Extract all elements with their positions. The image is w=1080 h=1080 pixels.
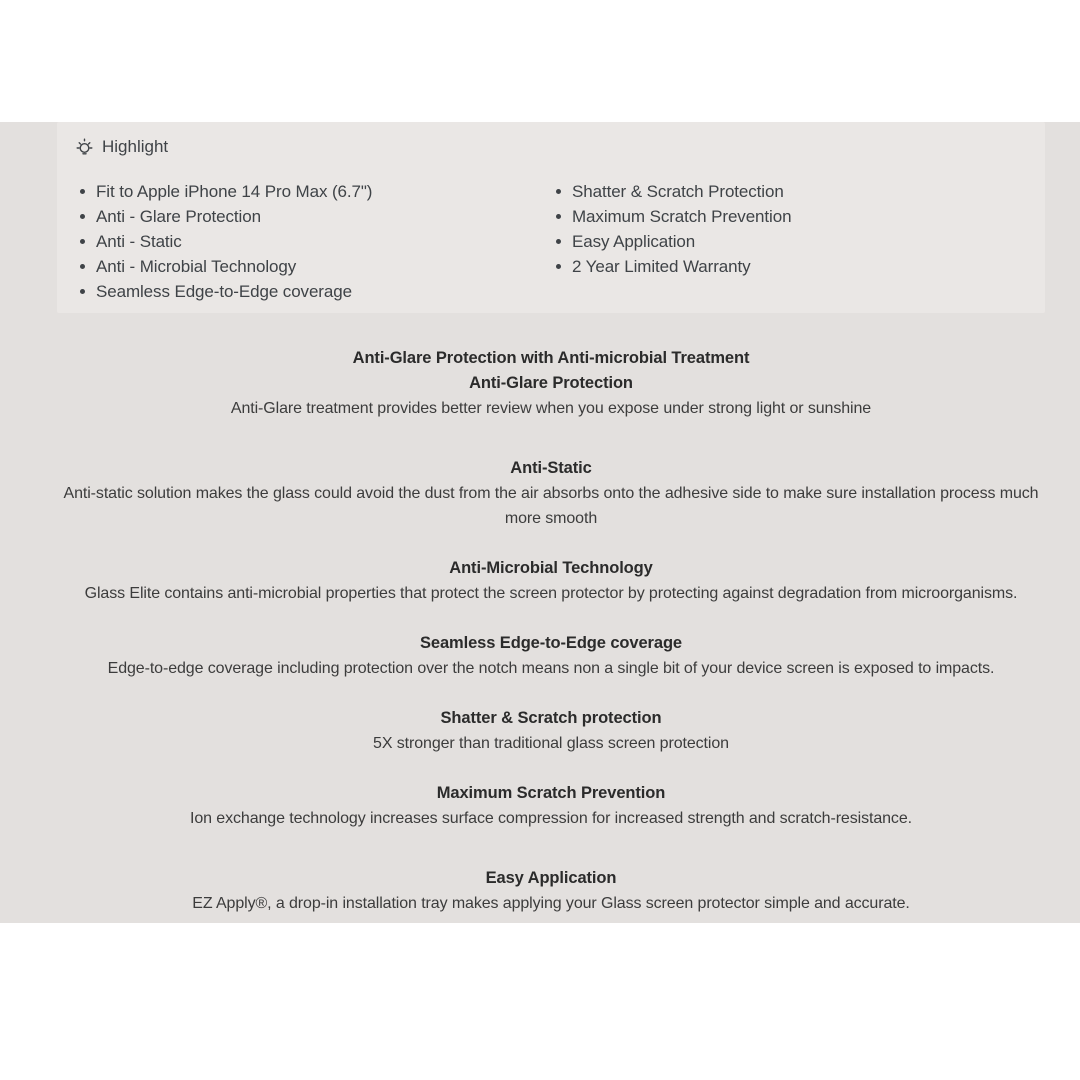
highlight-item: Maximum Scratch Prevention	[551, 204, 1027, 229]
highlight-item: Easy Application	[551, 229, 1027, 254]
feature-heading: Seamless Edge-to-Edge coverage	[419, 634, 682, 652]
highlight-item: Anti - Glare Protection	[75, 204, 551, 229]
lightbulb-icon	[75, 137, 94, 157]
feature-section	[57, 456, 1045, 531]
highlight-list-right	[551, 179, 1027, 304]
feature-headings	[57, 866, 1045, 891]
feature-section	[57, 631, 1045, 681]
feature-heading: Anti-Glare Protection with Anti-microbial Treatment	[352, 349, 750, 367]
highlight-columns	[75, 179, 1027, 304]
feature-heading: Anti-Glare Protection	[469, 374, 633, 392]
feature-heading: Easy Application	[485, 869, 617, 887]
feature-heading: Shatter & Scratch protection	[440, 709, 662, 727]
highlight-list-left	[75, 179, 551, 304]
highlight-title: Highlight	[102, 137, 169, 156]
highlight-item: Anti - Microbial Technology	[75, 254, 551, 279]
feature-section	[57, 781, 1045, 831]
feature-section	[57, 866, 1045, 916]
highlight-item: Seamless Edge-to-Edge coverage	[75, 279, 551, 304]
feature-headings	[57, 631, 1045, 656]
highlight-item: Shatter & Scratch Protection	[551, 179, 1027, 204]
feature-body-text: EZ Apply®, a drop-in installation tray makes applying your Glass screen protector simple and accurate.	[192, 895, 910, 912]
feature-section	[57, 556, 1045, 606]
feature-body-text: Edge-to-edge coverage including protection over the notch means non a single bit of your device screen is exposed to impacts.	[107, 660, 995, 677]
highlight-item: 2 Year Limited Warranty	[551, 254, 1027, 279]
feature-headings	[57, 456, 1045, 481]
feature-heading: Maximum Scratch Prevention	[436, 784, 666, 802]
feature-headings	[57, 556, 1045, 581]
description-panel	[0, 122, 1080, 923]
feature-heading: Anti-Static	[510, 459, 592, 477]
feature-body-text: Glass Elite contains anti-microbial properties that protect the screen protector by protecting against degradation from microorganisms.	[84, 585, 1018, 602]
feature-body-text: Anti-Glare treatment provides better review when you expose under strong light or sunshine	[230, 400, 872, 417]
highlight-box	[57, 122, 1045, 313]
feature-headings	[57, 781, 1045, 806]
feature-sections	[57, 346, 1045, 916]
feature-body-text: 5X stronger than traditional glass screen protection	[373, 735, 729, 752]
feature-headings	[57, 346, 1045, 396]
highlight-item: Anti - Static	[75, 229, 551, 254]
feature-body-text: Ion exchange technology increases surface compression for increased strength and scratch-resistance.	[190, 810, 912, 827]
top-whitespace	[0, 0, 1080, 122]
highlight-item: Fit to Apple iPhone 14 Pro Max (6.7")	[75, 179, 551, 204]
highlight-header	[75, 136, 1027, 157]
feature-body-text: Anti-static solution makes the glass could avoid the dust from the air absorbs onto the adhesive side to make sure installation process much more smooth	[63, 485, 1039, 527]
feature-headings	[57, 706, 1045, 731]
feature-section	[57, 706, 1045, 756]
feature-heading: Anti-Microbial Technology	[449, 559, 653, 577]
feature-section	[57, 346, 1045, 421]
